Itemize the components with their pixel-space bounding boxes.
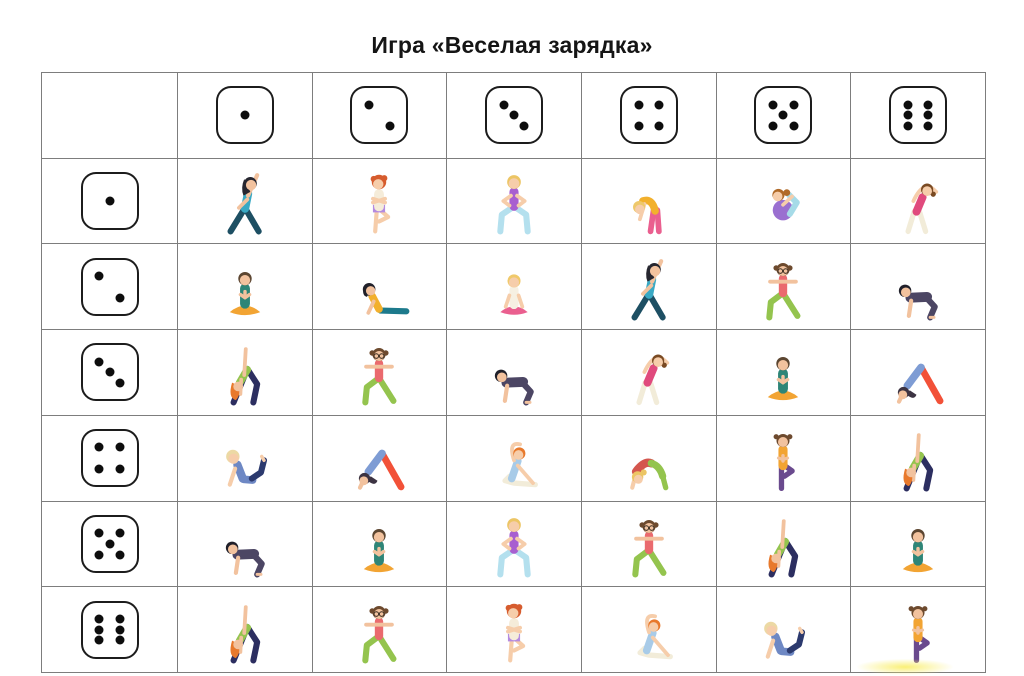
pose-cell [178,159,313,245]
pose-seated-side-stretch [603,592,695,668]
pose-lotus-prayer [872,506,964,582]
die-pip [789,122,798,131]
die-pip [924,100,933,109]
pose-cell [313,502,448,588]
die-pip [95,443,104,452]
die-pip [115,625,124,634]
die-top-3 [485,86,543,144]
pose-cell [178,416,313,502]
pose-lotus-prayer [737,334,829,410]
pose-warrior-two [603,506,695,582]
pose-cell [851,159,986,245]
pose-cell [313,330,448,416]
pose-triangle-forward-bend [199,592,291,668]
die-pip [115,379,124,388]
pose-cell [582,244,717,330]
pose-cobra [333,249,425,325]
pose-cell [447,587,582,673]
die-pip [655,122,664,131]
die-top-5 [754,86,812,144]
pose-triangle-forward-bend [872,420,964,496]
pose-lotus-prayer [199,249,291,325]
pose-cell [447,416,582,502]
row-header-cell [42,416,178,502]
die-pip [105,197,114,206]
pose-tree-pose [737,420,829,496]
pose-warrior-two [737,249,829,325]
column-header-cell [313,73,448,159]
die-pip [95,529,104,538]
pose-cell [582,416,717,502]
column-header-cell [178,73,313,159]
pose-lunge-arm-raised [603,249,695,325]
pose-cell [851,587,986,673]
pose-bow-pose [737,592,829,668]
die-pip [95,636,104,645]
die-pip [95,550,104,559]
die-left-3 [81,343,139,401]
die-pip [115,614,124,623]
row-header-cell [42,244,178,330]
die-pip [903,100,912,109]
pose-all-fours [468,334,560,410]
pose-cell [447,330,582,416]
die-pip [115,465,124,474]
die-pip [779,111,788,120]
pose-downward-dog [872,334,964,410]
pose-cell [717,159,852,245]
pose-squat-hands-on-hips [468,506,560,582]
die-left-1 [81,172,139,230]
column-header-cell [851,73,986,159]
column-header-cell [717,73,852,159]
die-top-4 [620,86,678,144]
die-pip [95,271,104,280]
pose-triangle-forward-bend [737,506,829,582]
die-top-1 [216,86,274,144]
die-pip [95,357,104,366]
die-pip [634,100,643,109]
pose-warrior-two [333,592,425,668]
pose-downward-dog [333,420,425,496]
pose-cell [313,416,448,502]
die-pip [115,550,124,559]
pose-cell [178,330,313,416]
die-pip [385,122,394,131]
pose-forward-fold [603,163,695,239]
die-top-6 [889,86,947,144]
pose-cell [851,416,986,502]
die-pip [769,100,778,109]
die-pip [95,465,104,474]
game-table [41,72,986,673]
row-header-cell [42,502,178,588]
die-pip [520,122,529,131]
die-pip [115,443,124,452]
pose-squat-hands-on-hips [468,163,560,239]
pose-cat-arch [603,420,695,496]
die-left-4 [81,429,139,487]
pose-triangle-forward-bend [199,334,291,410]
die-pip [903,111,912,120]
die-pip [903,122,912,131]
pose-cell [582,330,717,416]
pose-cell [717,502,852,588]
die-pip [634,122,643,131]
die-pip [115,293,124,302]
pose-cell [582,159,717,245]
pose-all-fours [199,506,291,582]
die-left-5 [81,515,139,573]
die-pip [115,529,124,538]
pose-lunge-arm-raised [199,163,291,239]
pose-cell [447,159,582,245]
pose-cell [447,502,582,588]
pose-cell [717,244,852,330]
pose-lotus-prayer [333,506,425,582]
die-pip [499,100,508,109]
die-pip [365,100,374,109]
pose-cell [582,502,717,588]
pose-cell [178,502,313,588]
column-header-cell [447,73,582,159]
die-top-2 [350,86,408,144]
corner-cell [42,73,178,159]
die-left-2 [81,258,139,316]
pose-cell [582,587,717,673]
pose-cell [851,244,986,330]
pose-cell [313,159,448,245]
pose-seated-meditation [468,249,560,325]
die-pip [95,625,104,634]
pose-arms-crossed-leg-up [333,163,425,239]
pose-tree-pose [872,592,964,668]
row-header-cell [42,587,178,673]
pose-arms-crossed-leg-up [468,592,560,668]
row-header-cell [42,159,178,245]
pose-warrior-two [333,334,425,410]
pose-all-fours [872,249,964,325]
die-pip [240,111,249,120]
die-pip [95,614,104,623]
pose-cell [313,587,448,673]
pose-side-bend [872,163,964,239]
pose-cell [717,416,852,502]
column-header-cell [582,73,717,159]
pose-seated-side-stretch [468,420,560,496]
die-pip [105,539,114,548]
pose-cell [851,502,986,588]
pose-side-bend [603,334,695,410]
pose-rocking-ball [737,163,829,239]
die-pip [115,636,124,645]
pose-cell [313,244,448,330]
die-left-6 [81,601,139,659]
pose-cell [851,330,986,416]
pose-cell [178,244,313,330]
die-pip [924,111,933,120]
pose-cell [717,587,852,673]
row-header-cell [42,330,178,416]
pose-cell [178,587,313,673]
die-pip [510,111,519,120]
die-pip [655,100,664,109]
page-title: Игра «Веселая зарядка» [371,32,653,58]
die-pip [769,122,778,131]
die-pip [924,122,933,131]
pose-cell [447,244,582,330]
pose-cell [717,330,852,416]
die-pip [105,368,114,377]
pose-bow-pose [199,420,291,496]
die-pip [789,100,798,109]
